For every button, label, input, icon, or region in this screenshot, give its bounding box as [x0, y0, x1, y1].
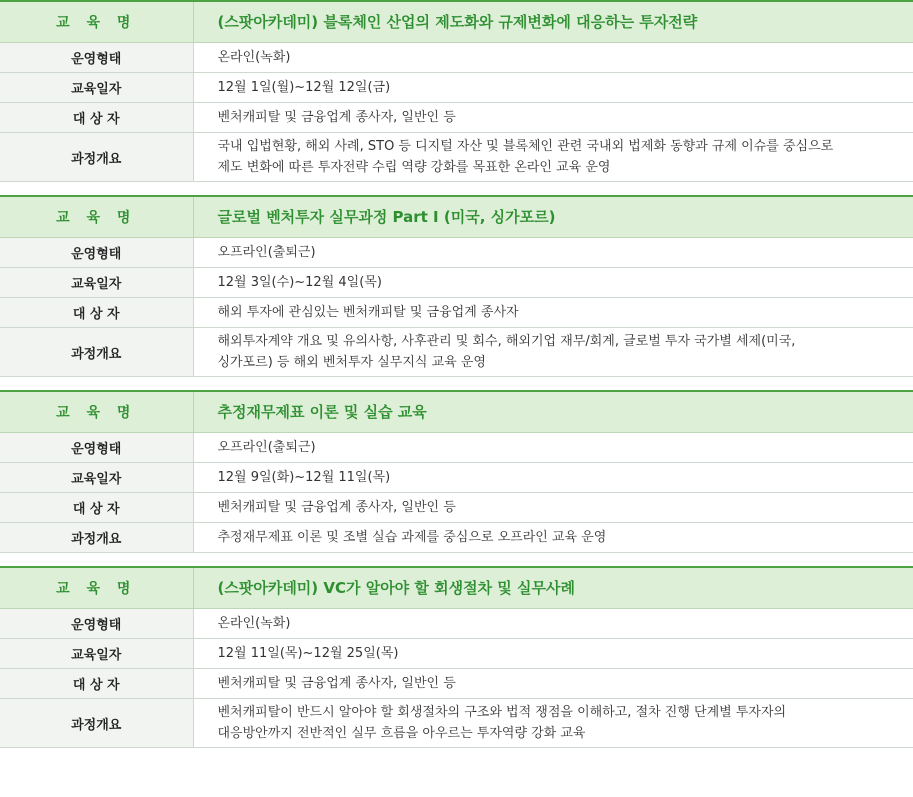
course-dates-row: [0, 268, 913, 298]
course-format-label: 운영형태: [0, 238, 193, 268]
spacer-cell: [193, 553, 913, 568]
course-overview-row: [0, 133, 913, 182]
course-overview-value: [193, 133, 913, 182]
overview-line: 대응방안까지 전반적인 실무 흐름을 아우르는 투자역량 강화 교육: [217, 726, 586, 741]
course-dates-value: 12월 9일(화)~12월 11일(목): [193, 463, 913, 493]
course-target-value: 벤처캐피탈 및 금융업계 종사자, 일반인 등: [193, 103, 913, 133]
course-title-value: (스팟아카데미) 블록체인 산업의 제도화와 규제변화에 대응하는 투자전략: [193, 1, 913, 43]
course-dates-row: [0, 73, 913, 103]
spacer-cell: [193, 377, 913, 392]
section-spacer: [0, 182, 913, 197]
course-target-label: 대 상 자: [0, 103, 193, 133]
course-overview-label: 과정개요: [0, 133, 193, 182]
course-overview-value: [193, 328, 913, 377]
overview-line: 싱가포르) 등 해외 벤처투자 실무지식 교육 운영: [217, 355, 486, 370]
course-overview-label: 과정개요: [0, 523, 193, 553]
course-format-value: 오프라인(출퇴근): [193, 433, 913, 463]
course-overview-label: 과정개요: [0, 328, 193, 377]
course-dates-value: 12월 11일(목)~12월 25일(목): [193, 639, 913, 669]
course-title-label: 교 육 명: [0, 196, 193, 238]
course-overview-row: [0, 328, 913, 377]
course-format-value: 오프라인(출퇴근): [193, 238, 913, 268]
spacer-cell: [0, 553, 193, 568]
course-target-value: 벤처캐피탈 및 금융업계 종사자, 일반인 등: [193, 669, 913, 699]
course-format-label: 운영형태: [0, 609, 193, 639]
course-format-row: [0, 609, 913, 639]
course-dates-label: 교육일자: [0, 268, 193, 298]
course-target-row: [0, 493, 913, 523]
course-overview-value: [193, 699, 913, 748]
spacer-cell: [0, 377, 193, 392]
course-overview-row: [0, 699, 913, 748]
spacer-cell: [0, 182, 193, 197]
overview-line: 추정재무제표 이론 및 조별 실습 과제를 중심으로 오프라인 교육 운영: [217, 530, 607, 545]
section-spacer: [0, 377, 913, 392]
course-format-row: [0, 238, 913, 268]
course-format-value: 온라인(녹화): [193, 609, 913, 639]
course-title-value: 글로벌 벤처투자 실무과정 Part I (미국, 싱가포르): [193, 196, 913, 238]
course-format-row: [0, 433, 913, 463]
course-title-label: 교 육 명: [0, 391, 193, 433]
course-table-body: [0, 1, 913, 748]
course-overview-row: [0, 523, 913, 553]
section-spacer: [0, 553, 913, 568]
overview-line: 벤처캐피탈이 반드시 알아야 할 회생절차의 구조와 법적 쟁점을 이해하고, 절차 진행 단계별 투자자의: [217, 705, 787, 720]
course-title-label: 교 육 명: [0, 567, 193, 609]
course-target-row: [0, 103, 913, 133]
course-dates-label: 교육일자: [0, 639, 193, 669]
course-target-value: 벤처캐피탈 및 금융업계 종사자, 일반인 등: [193, 493, 913, 523]
overview-line: 국내 입법현황, 해외 사례, STO 등 디지털 자산 및 블록체인 관련 국내외 법제화 동향과 규제 이슈를 중심으로: [217, 139, 834, 154]
course-dates-row: [0, 463, 913, 493]
overview-line: 제도 변화에 따른 투자전략 수립 역량 강화를 목표한 온라인 교육 운영: [217, 160, 611, 175]
course-format-value: 온라인(녹화): [193, 43, 913, 73]
course-title-label: 교 육 명: [0, 1, 193, 43]
course-dates-row: [0, 639, 913, 669]
course-title-row: [0, 391, 913, 433]
course-format-label: 운영형태: [0, 433, 193, 463]
course-format-row: [0, 43, 913, 73]
course-title-row: [0, 196, 913, 238]
course-dates-value: 12월 1일(월)~12월 12일(금): [193, 73, 913, 103]
overview-line: 해외투자계약 개요 및 유의사항, 사후관리 및 회수, 해외기업 재무/회계, 글로벌 투자 국가별 세제(미국,: [217, 334, 796, 349]
spacer-cell: [193, 182, 913, 197]
course-title-row: [0, 567, 913, 609]
course-target-label: 대 상 자: [0, 669, 193, 699]
course-dates-value: 12월 3일(수)~12월 4일(목): [193, 268, 913, 298]
course-title-row: [0, 1, 913, 43]
course-target-row: [0, 298, 913, 328]
course-format-label: 운영형태: [0, 43, 193, 73]
course-dates-label: 교육일자: [0, 73, 193, 103]
course-overview-label: 과정개요: [0, 699, 193, 748]
course-target-value: 해외 투자에 관심있는 벤처캐피탈 및 금융업계 종사자: [193, 298, 913, 328]
course-target-label: 대 상 자: [0, 493, 193, 523]
course-title-value: 추정재무제표 이론 및 실습 교육: [193, 391, 913, 433]
course-dates-label: 교육일자: [0, 463, 193, 493]
course-overview-value: [193, 523, 913, 553]
course-target-row: [0, 669, 913, 699]
course-target-label: 대 상 자: [0, 298, 193, 328]
course-title-value: (스팟아카데미) VC가 알아야 할 회생절차 및 실무사례: [193, 567, 913, 609]
